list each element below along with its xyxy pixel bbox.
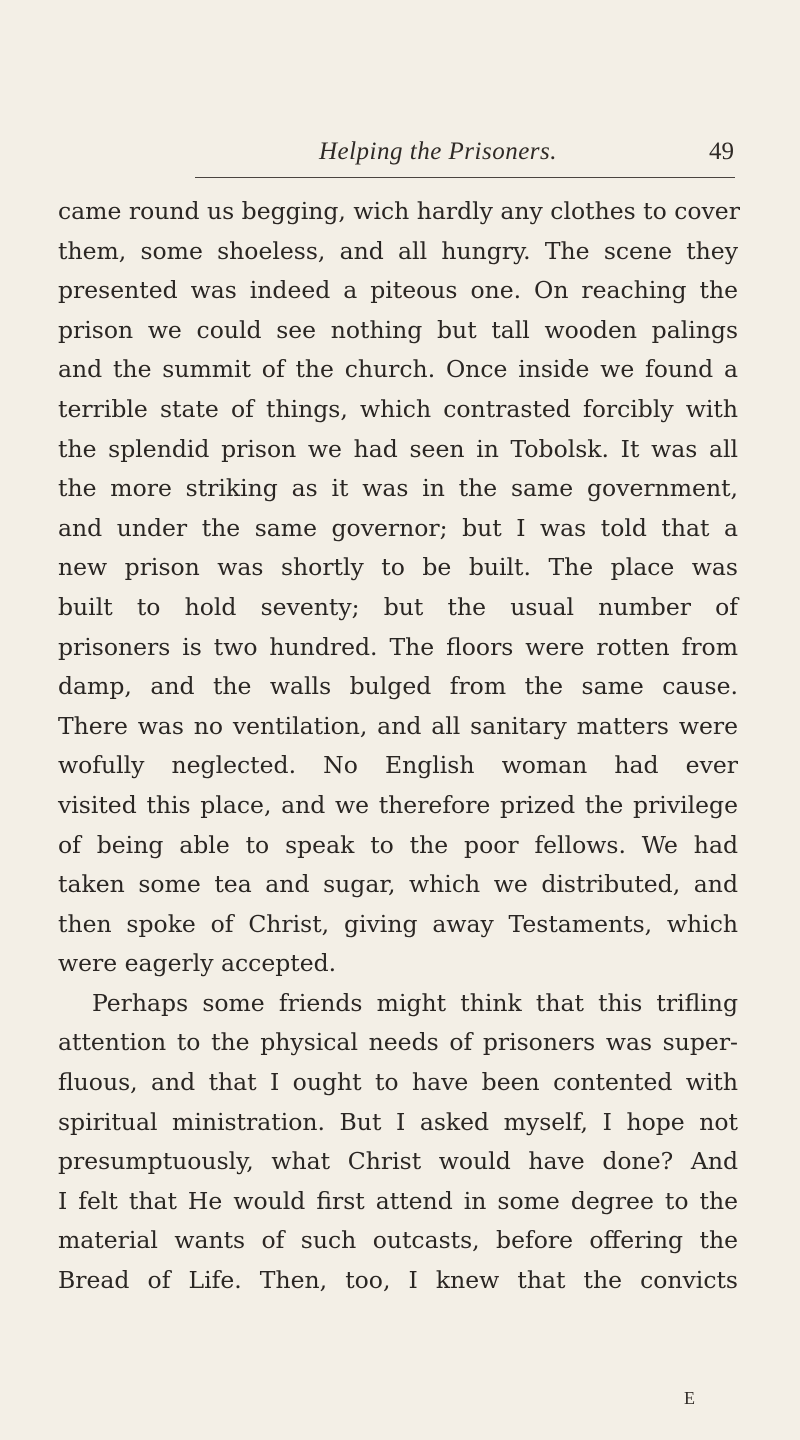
text-line: came round us begging, wich hardly any clothes to cover — [58, 197, 740, 225]
text-line: presumptuously, what Christ would have done? And — [58, 1147, 738, 1176]
text-line: terrible state of things, which contrasted forcibly with — [58, 394, 738, 423]
text-line: damp, and the walls bulged from the same cause. — [58, 672, 738, 701]
text-line: presented was indeed a piteous one. On reaching the — [58, 276, 738, 305]
paragraph-end-line: were eagerly accepted. — [58, 949, 337, 978]
text-line: of being able to speak to the poor fellows. We had — [58, 830, 738, 859]
text-line: prison we could see nothing but tall wooden palings — [58, 315, 738, 344]
text-line: There was no ventilation, and all sanitary matters were — [58, 711, 738, 740]
text-line: I felt that He would first attend in some degree to the — [58, 1186, 738, 1215]
signature-mark: E — [684, 1388, 695, 1408]
running-head — [142, 138, 734, 172]
text-line: then spoke of Christ, giving away Testaments, which — [58, 909, 738, 938]
text-line: visited this place, and we therefore prized the privilege — [58, 790, 738, 819]
text-line: them, some shoeless, and all hungry. The scene they — [58, 236, 738, 265]
text-line: Bread of Life. Then, too, I knew that the convicts — [58, 1266, 738, 1295]
page-number: 49 — [709, 138, 734, 165]
body-text — [58, 192, 738, 1301]
text-line: wofully neglected. No English woman had ever — [58, 751, 738, 780]
text-line: prisoners is two hundred. The floors were rotten from — [58, 632, 738, 661]
header-rule — [195, 177, 735, 178]
text-line: built to hold seventy; but the usual number of — [58, 592, 738, 621]
text-line: the splendid prison we had seen in Tobolsk. It was all — [58, 434, 738, 463]
text-line: spiritual ministration. But I asked myself, I hope not — [58, 1107, 738, 1136]
text-line: attention to the physical needs of prisoners was super- — [58, 1028, 738, 1057]
text-line: the more striking as it was in the same government, — [58, 474, 738, 503]
text-line: new prison was shortly to be built. The place was — [58, 553, 738, 582]
text-line: material wants of such outcasts, before offering the — [58, 1226, 738, 1255]
text-line: and under the same governor; but I was told that a — [58, 513, 738, 542]
text-line: and the summit of the church. Once inside we found a — [58, 355, 738, 384]
text-line: fluous, and that I ought to have been contented with — [58, 1068, 738, 1097]
text-line: taken some tea and sugar, which we distributed, and — [58, 870, 738, 899]
running-title: Helping the Prisoners. — [318, 138, 558, 165]
paragraph-start-line: Perhaps some friends might think that this trifling — [92, 988, 738, 1017]
